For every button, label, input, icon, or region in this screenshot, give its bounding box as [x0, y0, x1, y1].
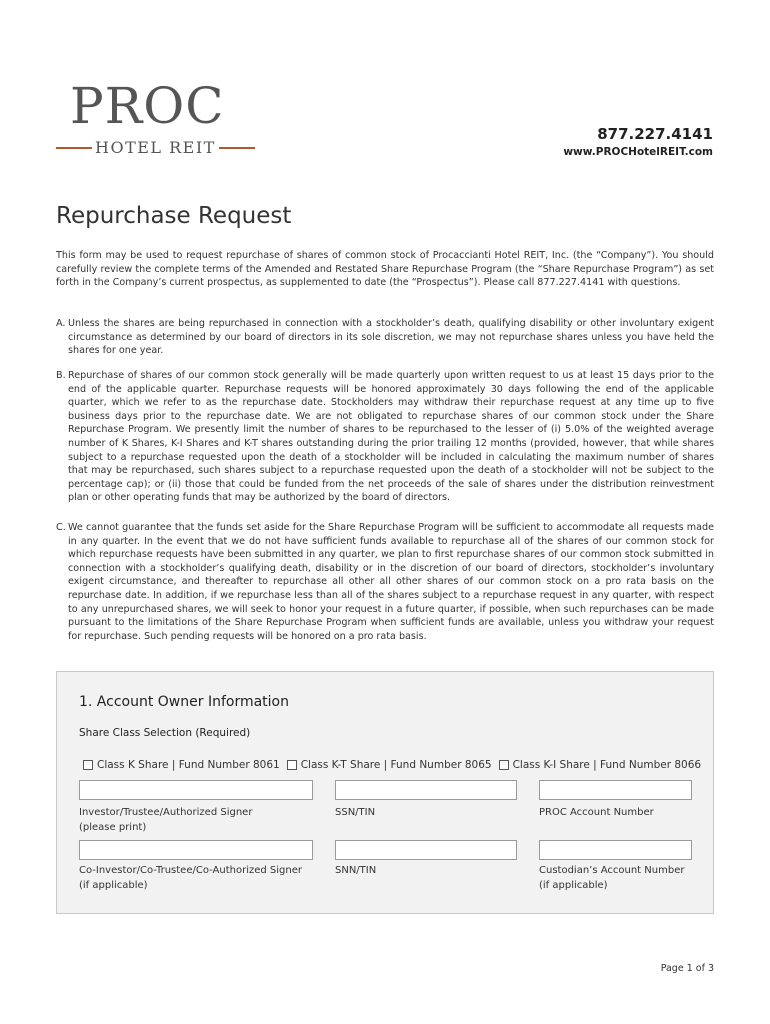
contact-info [563, 124, 713, 158]
paragraph-a [56, 317, 714, 358]
logo-sub-text: HOTEL REIT [95, 138, 216, 157]
field-label-subline: (if applicable) [79, 880, 148, 891]
website-link[interactable]: www.PROCHotelREIT.com [563, 146, 713, 158]
share-class-label: Share Class Selection (Required) [79, 727, 251, 739]
co-investor-name-label [79, 863, 319, 893]
class-ki-checkbox[interactable] [499, 760, 509, 770]
custodian-account-number-label [539, 863, 699, 893]
field-label-line: Custodian’s Account Number [539, 865, 685, 876]
ssn-tin-label [335, 805, 517, 820]
share-class-options [83, 759, 708, 771]
paragraph-text: Repurchase of shares of our common stock generally will be made quarterly upon written request to us at least 15 days prior to the end of the applicable quarter. Repurchase requests will be honored approximately 30 days following the end of the applicable quarter, which we refer to as the repurchase date. Stockholders may withdraw their repurchase request at any time up to five business days prior to the repurchase date. We are not obligated to repurchase shares of our common stock under the Share Repurchase Program. We presently limit the number of shares to be repurchased to the lesser of (i) 5.0% of the weighted average number of K Shares, K-I Shares and K-T shares outstanding during the prior trailing 12 months (provided, however, that while shares subject to a repurchase requested upon the death of a stockholder will be included in calculating the maximum number of shares that may be repurchased, such shares subject to a repurchase requested upon the death of a stockholder will not be subject to the percentage cap); or (ii) those that could be funded from the net proceeds of the sale of shares under the distribution reinvestment plan or other operating funds that may be authorized by the board of directors. [68, 370, 714, 504]
co-ssn-tin-label [335, 863, 517, 878]
logo-subtitle [56, 138, 256, 157]
logo-rule-left [56, 147, 92, 149]
section-title: 1. Account Owner Information [79, 694, 289, 710]
field-label-line: SSN/TIN [335, 807, 376, 818]
field-label-subline: (if applicable) [539, 880, 608, 891]
paragraph-c [56, 521, 714, 643]
proc-account-number-field[interactable] [539, 780, 692, 800]
share-option-class-kt[interactable] [287, 759, 492, 771]
account-owner-section [56, 671, 714, 914]
investor-name-label [79, 805, 313, 835]
page-number: Page 1 of 3 [660, 963, 714, 974]
field-label-line: Investor/Trustee/Authorized Signer [79, 807, 253, 818]
field-label-line: PROC Account Number [539, 807, 654, 818]
paragraph-text: We cannot guarantee that the funds set aside for the Share Repurchase Program will be sufficient to accommodate all requests made in any quarter. In the event that we do not have sufficient funds available to repurchase all of the shares of our common stock for which repurchase requests have been submitted in any quarter, we plan to first repurchase shares of our common stock submitted in connection with a stockholder’s qualifying death, disability or in the discretion of our board of directors, stockholder’s involuntary exigent circumstance, and thereafter to repurchase all other all other shares of our common stock on a pro rata basis on the repurchase date. In addition, if we repurchase less than all of the shares subject to a repurchase request in any quarter, with respect to any unrepurchased shares, we will seek to honor your request in a future quarter, if possible, when such repurchases can be made pursuant to the limitations of the Share Repurchase Program when sufficient funds are available, unless you withdraw your request for repurchase. Such pending requests will be honored on a pro rata basis. [68, 522, 714, 642]
investor-name-field[interactable] [79, 780, 313, 800]
co-investor-name-field[interactable] [79, 840, 313, 860]
logo-main-text: PROC [70, 77, 225, 135]
field-label-subline: (please print) [79, 822, 147, 833]
share-option-class-k[interactable] [83, 759, 280, 771]
intro-paragraph: This form may be used to request repurchase of shares of common stock of Procaccianti Hotel REIT, Inc. (the “Company”). You should carefully review the complete terms of the Amended and Restated Share Repurchase Program (the “Share Repurchase Program”) as set forth in the Company’s current prospectus, as supplemented to date (the “Prospectus”). Please call 877.227.4141 with questions. [56, 250, 714, 289]
paragraph-marker: A. [56, 318, 66, 329]
paragraph-marker: C. [56, 522, 66, 533]
class-kt-checkbox[interactable] [287, 760, 297, 770]
logo-rule-right [219, 147, 255, 149]
field-label-line: Co-Investor/Co-Trustee/Co-Authorized Signer [79, 865, 302, 876]
paragraph-marker: B. [56, 370, 66, 381]
option-label: Class K-I Share | Fund Number 8066 [512, 759, 702, 771]
field-label-line: SNN/TIN [335, 865, 377, 876]
co-ssn-tin-field[interactable] [335, 840, 517, 860]
phone-number: 877.227.4141 [597, 125, 713, 143]
paragraph-b [56, 369, 714, 505]
ssn-tin-field[interactable] [335, 780, 517, 800]
share-option-class-ki[interactable] [499, 759, 702, 771]
proc-account-number-label [539, 805, 692, 820]
class-k-checkbox[interactable] [83, 760, 93, 770]
custodian-account-number-field[interactable] [539, 840, 692, 860]
company-logo [56, 76, 256, 157]
option-label: Class K-T Share | Fund Number 8065 [300, 759, 492, 771]
option-label: Class K Share | Fund Number 8061 [97, 759, 280, 771]
page-title: Repurchase Request [56, 203, 292, 229]
paragraph-text: Unless the shares are being repurchased in connection with a stockholder’s death, qualifying disability or other involuntary exigent circumstance as determined by our board of directors in its sole discretion, we may not repurchase shares unless you have held the shares for one year. [68, 318, 714, 357]
